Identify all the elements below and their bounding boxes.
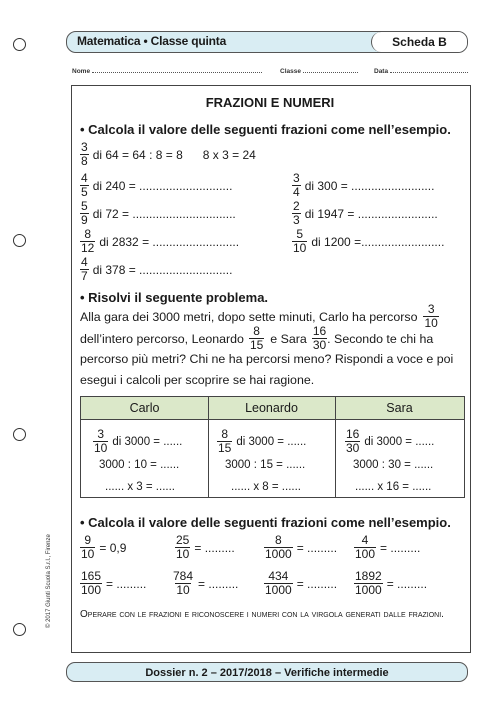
table-cell[interactable]: ...... x 3 = ...... <box>105 481 175 493</box>
fraction: $\frac{2}{3}$ <box>293 199 300 227</box>
example-result: = 0,9 <box>99 540 127 555</box>
answer-blank[interactable]: = ......... <box>386 576 428 591</box>
sheet-tab <box>371 32 467 52</box>
page-title: FRAZIONI E NUMERI <box>205 95 335 110</box>
binder-hole <box>13 428 26 441</box>
fraction: $\frac{3}{8}$ <box>81 140 88 168</box>
answer-blank[interactable]: di 378 = ............................ <box>92 262 233 277</box>
fraction: $\frac{3}{4}$ <box>293 171 300 199</box>
exercise-row <box>80 534 126 561</box>
class-field[interactable] <box>303 67 358 73</box>
exercise-row <box>80 570 146 597</box>
fraction: $\frac{4}{5}$ <box>81 171 88 199</box>
subject-label: Matematica • Classe quinta <box>77 34 227 48</box>
section3-heading: • Calcola il valore delle seguenti frazioni come nell’esempio. <box>80 515 451 530</box>
answer-blank[interactable]: = ......... <box>198 576 239 591</box>
exercise-row <box>80 228 239 255</box>
fraction-carlo: $\frac{3}{10}$ <box>424 302 438 330</box>
calc-table <box>80 396 465 498</box>
answer-blank[interactable]: di 1200 =......................... <box>311 234 445 249</box>
problem-line-3: percorso più metri? Chi ne ha percorsi meno? Rispondi a voce e poi <box>80 352 454 366</box>
exercise-row <box>80 200 236 227</box>
exercise-row <box>264 570 337 597</box>
answer-blank[interactable]: = ......... <box>296 576 338 591</box>
answer-blank[interactable]: di 240 = ............................ <box>92 178 233 193</box>
fraction: $\frac{1892}{1000}$ <box>355 569 382 597</box>
header-leonardo: Leonardo <box>245 401 298 415</box>
problem-line-4: esegui i calcoli per scoprire se hai ragione. <box>80 373 315 387</box>
objective-note: Operare con le frazioni e riconoscere i numeri con la virgola generati dalle frazioni. <box>80 609 444 620</box>
exercise-row <box>172 570 238 597</box>
fraction: $\frac{4}{100}$ <box>355 533 376 561</box>
table-cell[interactable]: ...... x 8 = ...... <box>231 481 301 493</box>
page-header <box>66 31 468 53</box>
example-row <box>80 141 256 168</box>
header-sara: Sara <box>386 401 413 415</box>
class-label: Classe <box>280 68 301 75</box>
table-cell[interactable]: 3000 : 15 = ...... <box>225 459 306 471</box>
exercise-row <box>354 534 420 561</box>
table-cell[interactable]: 3000 : 30 = ...... <box>353 459 434 471</box>
date-field[interactable] <box>390 67 468 73</box>
header-carlo: Carlo <box>129 401 160 415</box>
table-cell[interactable]: ...... x 16 = ...... <box>355 481 432 493</box>
answer-blank[interactable]: = ......... <box>194 540 235 555</box>
exercise-row <box>175 534 235 561</box>
copyright-text: © 2017 Giunti Scuola S.r.l., Firenze <box>46 534 52 628</box>
answer-blank[interactable]: = ......... <box>380 540 421 555</box>
fraction-sara: $\frac{16}{30}$ <box>312 324 327 352</box>
page-footer <box>66 662 468 682</box>
fraction: $\frac{25}{10}$ <box>176 533 190 561</box>
fraction: $\frac{784}{10}$ <box>173 569 194 597</box>
fraction: $\frac{5}{9}$ <box>81 199 88 227</box>
binder-hole <box>13 234 26 247</box>
example-result: 8 x 3 = 24 <box>202 147 256 162</box>
answer-blank[interactable]: di 72 = ............................... <box>92 206 236 221</box>
example-text: di 64 = 64 : 8 = 8 <box>92 147 183 162</box>
fraction: $\frac{8}{1000}$ <box>265 533 292 561</box>
fraction: $\frac{8}{12}$ <box>81 227 95 255</box>
name-label: Nome <box>72 68 91 75</box>
problem-line-1: Alla gara dei 3000 metri, dopo sette minuti, Carlo ha percorso $\frac{3}{10}$ <box>80 302 438 330</box>
fraction: $\frac{5}{10}$ <box>293 227 307 255</box>
fraction: $\frac{434}{1000}$ <box>265 569 292 597</box>
table-cell[interactable]: 3000 : 10 = ...... <box>99 459 180 471</box>
section2-heading: • Risolvi il seguente problema. <box>80 290 269 305</box>
table-cell[interactable]: $\frac{8}{15}$ di 3000 = ...... <box>218 427 307 455</box>
exercise-row <box>264 534 337 561</box>
date-label: Data <box>374 68 389 75</box>
fraction: $\frac{165}{100}$ <box>81 569 102 597</box>
exercise-row <box>80 172 232 199</box>
answer-blank[interactable]: di 300 = ......................... <box>304 178 435 193</box>
answer-blank[interactable]: di 1947 = ........................ <box>304 206 438 221</box>
fraction: $\frac{9}{10}$ <box>81 533 95 561</box>
table-cell[interactable]: $\frac{3}{10}$ di 3000 = ...... <box>94 427 183 455</box>
binder-hole <box>13 38 26 51</box>
footer-label: Dossier n. 2 – 2017/2018 – Verifiche intermedie <box>145 667 389 679</box>
fraction: $\frac{4}{7}$ <box>81 255 88 283</box>
answer-blank[interactable]: di 2832 = .......................... <box>99 234 240 249</box>
sheet-label: Scheda B <box>392 35 447 49</box>
answer-blank[interactable]: = ......... <box>106 576 147 591</box>
name-field[interactable] <box>92 67 262 73</box>
answer-blank[interactable]: = ......... <box>296 540 338 555</box>
exercise-row <box>292 172 434 199</box>
exercise-row <box>354 570 427 597</box>
exercise-row <box>292 228 444 255</box>
exercise-row <box>80 256 232 283</box>
problem-line-2: dell’intero percorso, Leonardo $\frac{8}{15}$ e Sara $\frac{16}{30}$ . Secondo te chi ha <box>80 324 434 352</box>
table-cell[interactable]: $\frac{16}{30}$ di 3000 = ...... <box>346 427 435 455</box>
fraction-leonardo: $\frac{8}{15}$ <box>249 324 264 352</box>
section1-heading: • Calcola il valore delle seguenti frazioni come nell’esempio. <box>80 122 451 137</box>
exercise-row <box>292 200 438 227</box>
binder-hole <box>13 623 26 636</box>
